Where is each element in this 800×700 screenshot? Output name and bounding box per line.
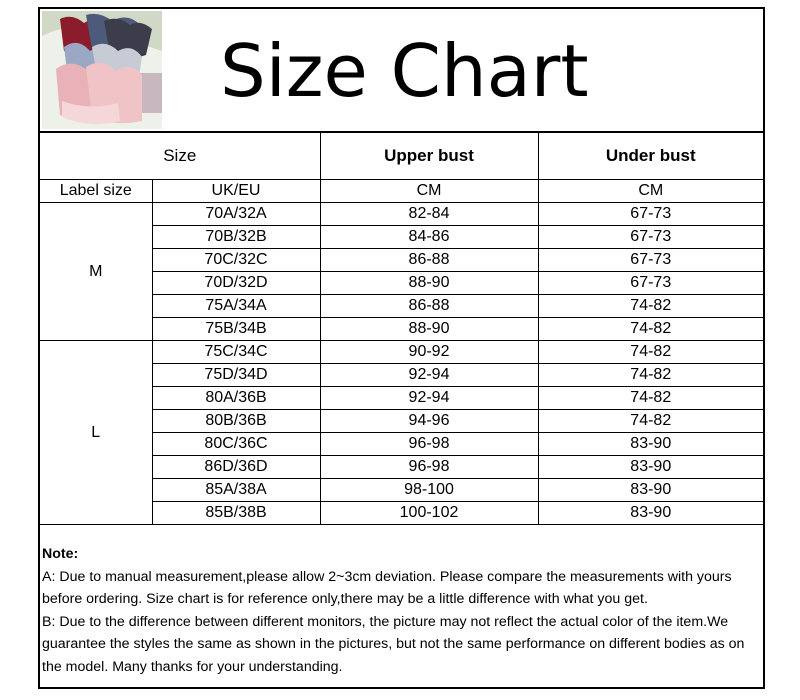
under-bust-cell: 74-82	[538, 410, 763, 433]
under-bust-cell: 83-90	[538, 502, 763, 525]
upper-bust-cell: 94-96	[320, 410, 538, 433]
notes-title: Note:	[42, 546, 79, 562]
upper-bust-cell: 100-102	[320, 502, 538, 525]
under-bust-cell: 67-73	[538, 249, 763, 272]
under-bust-cell: 83-90	[538, 479, 763, 502]
note-b: B: Due to the difference between different monitors, the picture may not reflect the actual color of the item.We guarantee the styles the same as shown in the pictures, but not the same performance on different bodies as on the model. Many thanks for your understanding.	[42, 613, 745, 675]
size-cell: 80C/36C	[152, 433, 320, 456]
under-bust-cell: 67-73	[538, 226, 763, 249]
page-title: Size Chart	[220, 29, 589, 113]
table-row	[40, 203, 763, 226]
upper-bust-cell: 98-100	[320, 479, 538, 502]
upper-bust-cell: 90-92	[320, 341, 538, 364]
size-cell: 75C/34C	[152, 341, 320, 364]
upper-unit: CM	[320, 180, 538, 203]
product-photo	[42, 11, 162, 129]
size-cell: 80A/36B	[152, 387, 320, 410]
upper-bust-cell: 86-88	[320, 295, 538, 318]
size-table	[40, 131, 763, 525]
upper-bust-cell: 96-98	[320, 433, 538, 456]
upper-bust-cell: 96-98	[320, 456, 538, 479]
under-bust-cell: 67-73	[538, 203, 763, 226]
under-bust-cell: 74-82	[538, 341, 763, 364]
upper-bust-cell: 88-90	[320, 272, 538, 295]
size-cell: 70D/32D	[152, 272, 320, 295]
size-header: Size	[40, 132, 320, 180]
uk-eu-header: UK/EU	[152, 180, 320, 203]
upper-bust-header: Upper bust	[320, 132, 538, 180]
notes-section	[42, 543, 761, 679]
under-bust-cell: 74-82	[538, 295, 763, 318]
under-bust-cell: 67-73	[538, 272, 763, 295]
under-bust-cell: 83-90	[538, 433, 763, 456]
under-bust-cell: 74-82	[538, 364, 763, 387]
size-cell: 75D/34D	[152, 364, 320, 387]
size-chart-card	[38, 7, 765, 689]
under-unit: CM	[538, 180, 763, 203]
upper-bust-cell: 84-86	[320, 226, 538, 249]
size-cell: 75A/34A	[152, 295, 320, 318]
note-a: A: Due to manual measurement,please allow 2~3cm deviation. Please compare the measurements with yours before ordering. Size chart is for reference only,there may be a little difference with what you get.	[42, 568, 732, 608]
size-cell: 75B/34B	[152, 318, 320, 341]
chart-header	[40, 9, 763, 133]
upper-bust-cell: 86-88	[320, 249, 538, 272]
under-bust-cell: 74-82	[538, 318, 763, 341]
table-header-row	[40, 132, 763, 180]
under-bust-header: Under bust	[538, 132, 763, 180]
upper-bust-cell: 82-84	[320, 203, 538, 226]
size-cell: 85B/38B	[152, 502, 320, 525]
upper-bust-cell: 92-94	[320, 364, 538, 387]
label-size-cell: L	[40, 341, 152, 525]
label-size-header: Label size	[40, 180, 152, 203]
upper-bust-cell: 92-94	[320, 387, 538, 410]
size-cell: 80B/36B	[152, 410, 320, 433]
under-bust-cell: 74-82	[538, 387, 763, 410]
size-cell: 85A/38A	[152, 479, 320, 502]
size-cell: 70B/32B	[152, 226, 320, 249]
size-cell: 86D/36D	[152, 456, 320, 479]
table-row	[40, 341, 763, 364]
upper-bust-cell: 88-90	[320, 318, 538, 341]
under-bust-cell: 83-90	[538, 456, 763, 479]
units-row	[40, 180, 763, 203]
size-cell: 70A/32A	[152, 203, 320, 226]
size-cell: 70C/32C	[152, 249, 320, 272]
label-size-cell: M	[40, 203, 152, 341]
